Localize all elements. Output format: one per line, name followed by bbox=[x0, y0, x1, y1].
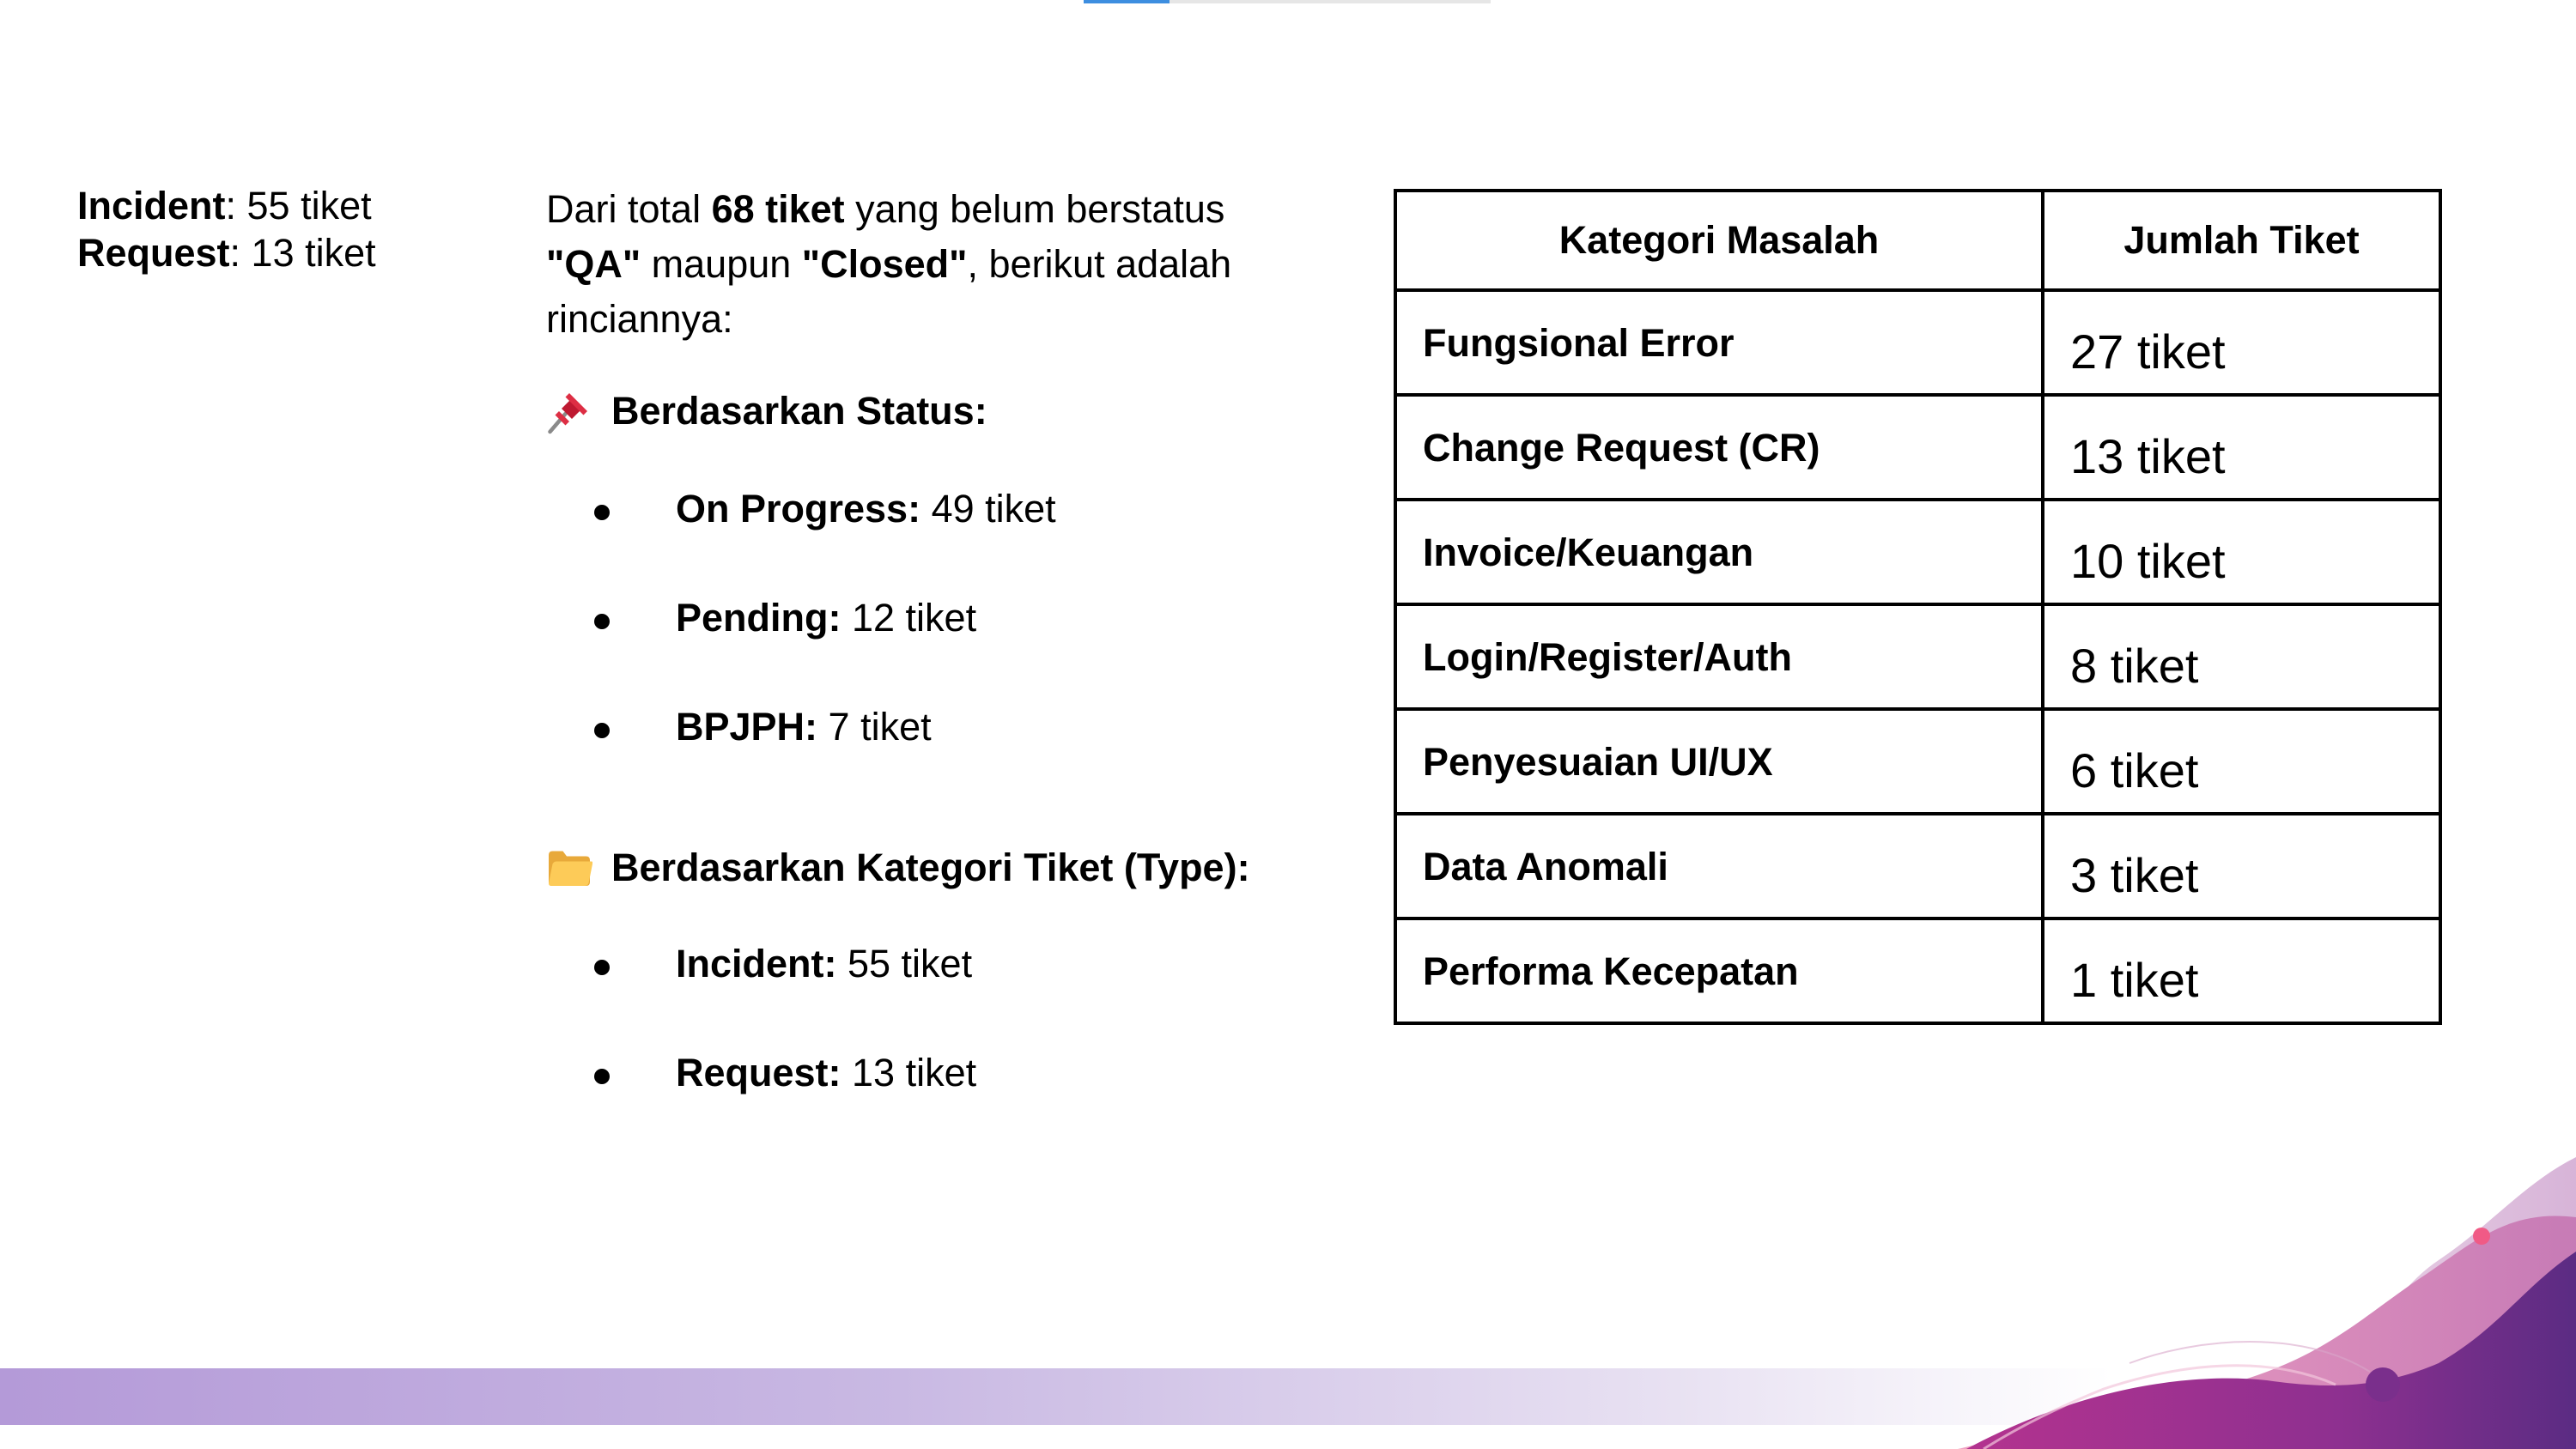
category-cell: Fungsional Error bbox=[1395, 290, 2043, 395]
category-cell: Login/Register/Auth bbox=[1395, 604, 2043, 709]
list-item: On Progress: 49 tiket bbox=[546, 486, 1293, 532]
count-cell: 6 tiket bbox=[2043, 709, 2440, 814]
table-row bbox=[1395, 290, 2440, 395]
summary-incident: Incident: 55 tiket bbox=[77, 184, 372, 227]
count-cell: 10 tiket bbox=[2043, 500, 2440, 604]
count-cell: 3 tiket bbox=[2043, 814, 2440, 919]
bullet-icon bbox=[594, 723, 610, 738]
folder-icon bbox=[546, 845, 592, 891]
header-category: Kategori Masalah bbox=[1395, 191, 2043, 290]
category-cell: Data Anomali bbox=[1395, 814, 2043, 919]
bullet-icon bbox=[594, 505, 610, 520]
ticket-breakdown-text bbox=[546, 182, 1293, 1096]
slide-progress-fill bbox=[1084, 0, 1170, 3]
status-section-heading: Berdasarkan Status: bbox=[546, 388, 1293, 434]
summary-request: Request: 13 tiket bbox=[77, 231, 376, 275]
header-count: Jumlah Tiket bbox=[2043, 191, 2440, 290]
table-row bbox=[1395, 395, 2440, 500]
table-row bbox=[1395, 604, 2440, 709]
table-row bbox=[1395, 500, 2440, 604]
count-cell: 8 tiket bbox=[2043, 604, 2440, 709]
count-cell: 13 tiket bbox=[2043, 395, 2440, 500]
slide-progress-indicator bbox=[1084, 0, 1491, 3]
table-row bbox=[1395, 919, 2440, 1023]
list-item: Incident: 55 tiket bbox=[546, 941, 1293, 987]
type-list bbox=[546, 941, 1293, 1096]
pushpin-icon bbox=[546, 388, 592, 434]
list-item: BPJPH: 7 tiket bbox=[546, 704, 1293, 750]
list-item: Request: 13 tiket bbox=[546, 1050, 1293, 1096]
category-cell: Performa Kecepatan bbox=[1395, 919, 2043, 1023]
table-row bbox=[1395, 709, 2440, 814]
ticket-type-summary bbox=[77, 182, 376, 276]
bullet-icon bbox=[594, 614, 610, 629]
table-row bbox=[1395, 814, 2440, 919]
intro-paragraph: Dari total 68 tiket yang belum berstatus "QA" maupun "Closed", berikut adalah rinciannya: bbox=[546, 187, 1232, 341]
bullet-icon bbox=[594, 960, 610, 975]
category-table bbox=[1394, 189, 2442, 1025]
type-section-heading: Berdasarkan Kategori Tiket (Type): bbox=[546, 845, 1293, 891]
count-cell: 27 tiket bbox=[2043, 290, 2440, 395]
list-item: Pending: 12 tiket bbox=[546, 595, 1293, 641]
category-cell: Invoice/Keuangan bbox=[1395, 500, 2043, 604]
decorative-wave-graphic bbox=[1820, 1131, 2576, 1449]
count-cell: 1 tiket bbox=[2043, 919, 2440, 1023]
status-list bbox=[546, 486, 1293, 750]
category-cell: Change Request (CR) bbox=[1395, 395, 2043, 500]
category-cell: Penyesuaian UI/UX bbox=[1395, 709, 2043, 814]
table-header-row bbox=[1395, 191, 2440, 290]
bullet-icon bbox=[594, 1069, 610, 1084]
